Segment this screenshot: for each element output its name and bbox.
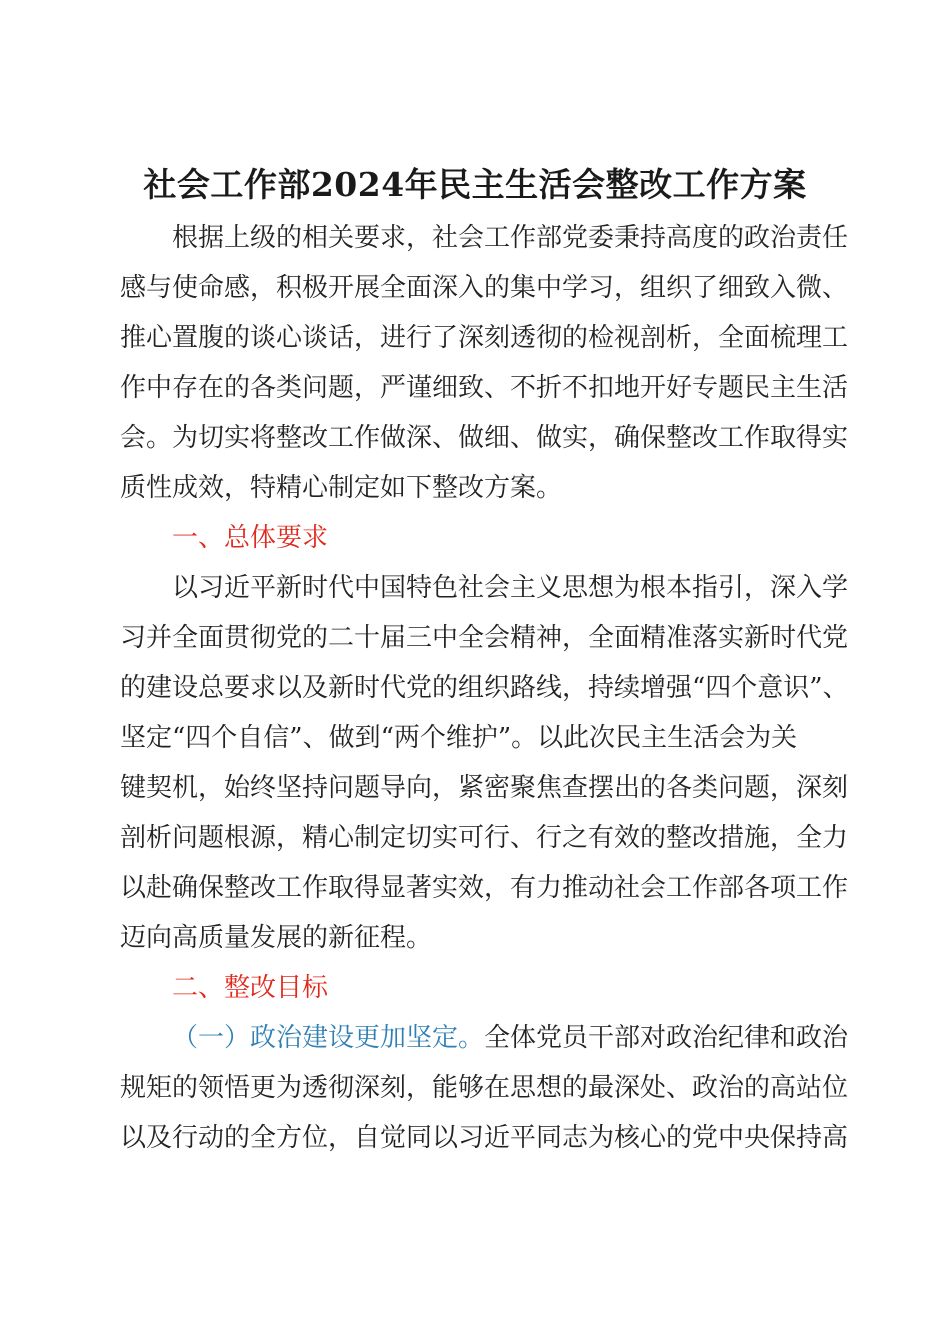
goal-item-heading: （一）政治建设更加坚定。 <box>172 1023 485 1053</box>
section-heading-general-requirements: 一、总体要求 <box>172 523 329 553</box>
intro-line: 会。为切实将整改工作做深、做细、做实，确保整改工作取得实 <box>120 423 849 453</box>
general-requirements-paragraph <box>120 563 849 963</box>
paragraph-line: 剖析问题根源，精心制定切实可行、行之有效的整改措施，全力 <box>120 823 849 853</box>
paragraph-line: 以及行动的全方位，自觉同以习近平同志为核心的党中央保持高 <box>120 1123 849 1153</box>
goal-item-political-building <box>120 1013 849 1163</box>
paragraph-line: 习并全面贯彻党的二十届三中全会精神，全面精准落实新时代党 <box>120 623 849 653</box>
paragraph-line: 规矩的领悟更为透彻深刻，能够在思想的最深处、政治的高站位 <box>120 1073 849 1103</box>
paragraph-line: 迈向高质量发展的新征程。 <box>120 923 433 953</box>
paragraph-line: 坚定“四个自信”、做到“两个维护”。以此次民主生活会为关 <box>120 723 798 753</box>
goal-item-first-line <box>120 1013 849 1063</box>
paragraph-line: 的建设总要求以及新时代党的组织路线，持续增强“四个意识”、 <box>120 673 849 703</box>
intro-paragraph <box>120 213 849 513</box>
section-heading-rectification-goals: 二、整改目标 <box>172 973 329 1003</box>
paragraph-line: 键契机，始终坚持问题导向，紧密聚焦查摆出的各类问题，深刻 <box>120 773 849 803</box>
document-body <box>120 213 849 1163</box>
intro-line: 根据上级的相关要求，社会工作部党委秉持高度的政治责任 <box>172 223 849 253</box>
intro-line: 感与使命感，积极开展全面深入的集中学习，组织了细致入微、 <box>120 273 849 303</box>
document-title: 社会工作部2024年民主生活会整改工作方案 <box>143 165 807 204</box>
paragraph-line: 以赴确保整改工作取得显著实效，有力推动社会工作部各项工作 <box>120 873 849 903</box>
intro-line: 推心置腹的谈心谈话，进行了深刻透彻的检视剖析，全面梳理工 <box>120 323 849 353</box>
intro-line: 作中存在的各类问题，严谨细致、不折不扣地开好专题民主生活 <box>120 373 849 403</box>
intro-line: 质性成效，特精心制定如下整改方案。 <box>120 473 563 503</box>
goal-item-text: 全体党员干部对政治纪律和政治 <box>484 1023 849 1053</box>
paragraph-line: 以习近平新时代中国特色社会主义思想为根本指引，深入学 <box>172 573 849 603</box>
